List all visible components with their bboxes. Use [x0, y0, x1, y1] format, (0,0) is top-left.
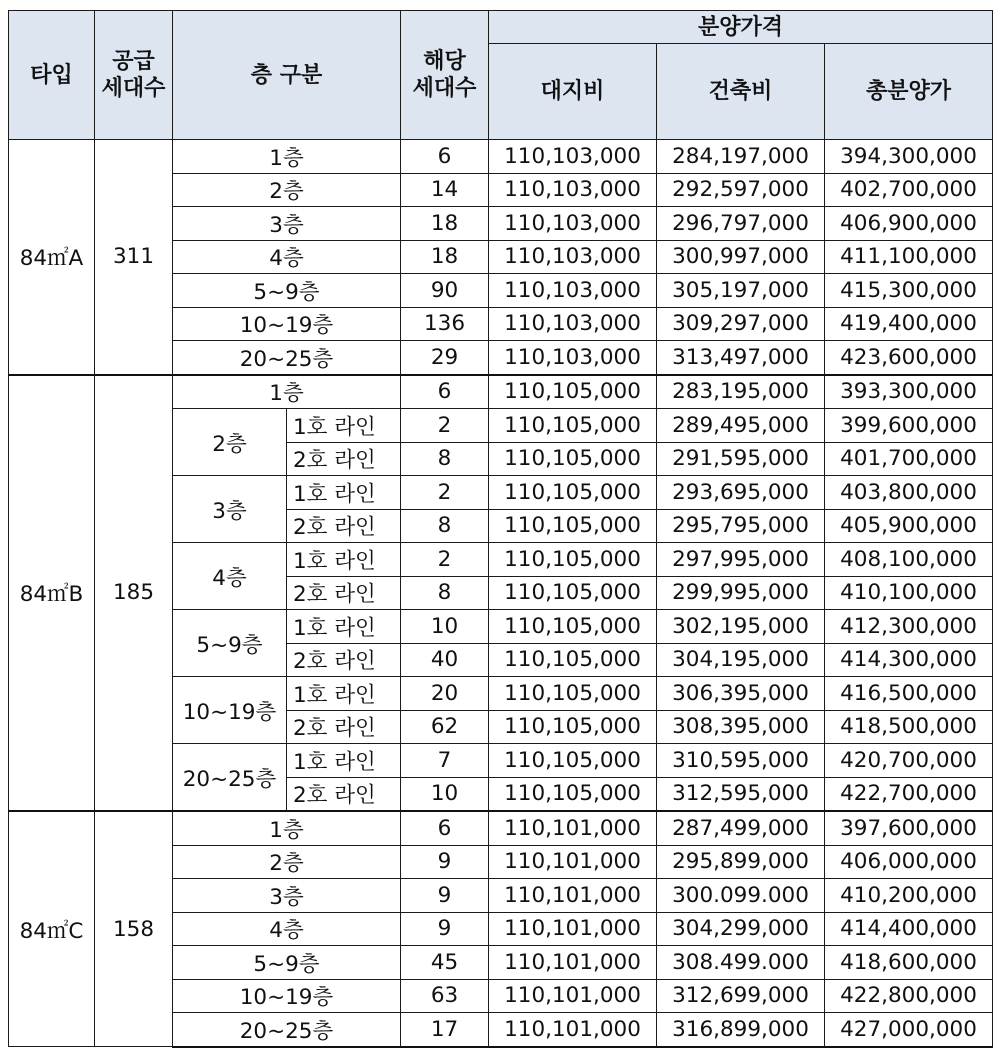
units-cell: 20 [401, 677, 489, 711]
land-cost-cell: 110,101,000 [489, 979, 657, 1013]
land-cost-cell: 110,103,000 [489, 173, 657, 207]
build-cost-cell: 283,195,000 [657, 375, 825, 409]
land-cost-cell: 110,105,000 [489, 610, 657, 644]
line-cell: 2호 라인 [287, 643, 401, 677]
line-cell: 2호 라인 [287, 509, 401, 543]
units-cell: 6 [401, 811, 489, 845]
floor-cell: 20~25층 [173, 341, 401, 375]
header-land-cost: 대지비 [489, 44, 657, 140]
table-header [9, 11, 993, 140]
total-price-cell: 414,300,000 [825, 643, 993, 677]
build-cost-cell: 299,995,000 [657, 576, 825, 610]
units-cell: 90 [401, 274, 489, 308]
build-cost-cell: 312,595,000 [657, 777, 825, 811]
total-price-cell: 394,300,000 [825, 140, 993, 174]
floor-cell: 5~9층 [173, 274, 401, 308]
price-table [8, 10, 993, 1048]
units-cell: 2 [401, 543, 489, 577]
build-cost-cell: 291,595,000 [657, 442, 825, 476]
line-cell: 2호 라인 [287, 576, 401, 610]
units-cell: 9 [401, 912, 489, 946]
supply-units-cell: 158 [95, 811, 173, 1047]
units-cell: 8 [401, 442, 489, 476]
build-cost-cell: 292,597,000 [657, 173, 825, 207]
land-cost-cell: 110,105,000 [489, 476, 657, 510]
total-price-cell: 423,600,000 [825, 341, 993, 375]
floor-cell: 3층 [173, 207, 401, 241]
build-cost-cell: 287,499,000 [657, 811, 825, 845]
total-price-cell: 410,100,000 [825, 576, 993, 610]
build-cost-cell: 300,997,000 [657, 240, 825, 274]
total-price-cell: 420,700,000 [825, 744, 993, 778]
units-cell: 14 [401, 173, 489, 207]
floor-cell: 2층 [173, 409, 287, 476]
land-cost-cell: 110,105,000 [489, 375, 657, 409]
total-price-cell: 402,700,000 [825, 173, 993, 207]
header-type: 타입 [9, 11, 95, 140]
units-cell: 2 [401, 476, 489, 510]
units-cell: 40 [401, 643, 489, 677]
build-cost-cell: 295,795,000 [657, 509, 825, 543]
build-cost-cell: 297,995,000 [657, 543, 825, 577]
units-cell: 6 [401, 375, 489, 409]
units-cell: 8 [401, 576, 489, 610]
build-cost-cell: 312,699,000 [657, 979, 825, 1013]
floor-cell: 20~25층 [173, 1013, 401, 1047]
land-cost-cell: 110,105,000 [489, 643, 657, 677]
land-cost-cell: 110,105,000 [489, 442, 657, 476]
floor-cell: 10~19층 [173, 677, 287, 744]
total-price-cell: 410,200,000 [825, 879, 993, 913]
build-cost-cell: 295,899,000 [657, 845, 825, 879]
units-cell: 18 [401, 240, 489, 274]
land-cost-cell: 110,101,000 [489, 811, 657, 845]
floor-cell: 5~9층 [173, 946, 401, 980]
header-build-cost: 건축비 [657, 44, 825, 140]
build-cost-cell: 300.099.000 [657, 879, 825, 913]
units-cell: 62 [401, 710, 489, 744]
build-cost-cell: 313,497,000 [657, 341, 825, 375]
total-price-cell: 399,600,000 [825, 409, 993, 443]
land-cost-cell: 110,105,000 [489, 677, 657, 711]
build-cost-cell: 309,297,000 [657, 307, 825, 341]
build-cost-cell: 293,695,000 [657, 476, 825, 510]
line-cell: 1호 라인 [287, 476, 401, 510]
type-cell: 84㎡A [9, 140, 95, 375]
land-cost-cell: 110,105,000 [489, 710, 657, 744]
table-row [9, 140, 993, 174]
units-cell: 18 [401, 207, 489, 241]
land-cost-cell: 110,101,000 [489, 845, 657, 879]
units-cell: 9 [401, 879, 489, 913]
total-price-cell: 412,300,000 [825, 610, 993, 644]
build-cost-cell: 302,195,000 [657, 610, 825, 644]
floor-cell: 20~25층 [173, 744, 287, 812]
supply-units-cell: 311 [95, 140, 173, 375]
units-cell: 45 [401, 946, 489, 980]
line-cell: 1호 라인 [287, 543, 401, 577]
land-cost-cell: 110,105,000 [489, 543, 657, 577]
total-price-cell: 406,000,000 [825, 845, 993, 879]
build-cost-cell: 316,899,000 [657, 1013, 825, 1047]
floor-cell: 1층 [173, 375, 401, 409]
total-price-cell: 415,300,000 [825, 274, 993, 308]
line-cell: 1호 라인 [287, 409, 401, 443]
units-cell: 17 [401, 1013, 489, 1047]
floor-cell: 2층 [173, 845, 401, 879]
line-cell: 2호 라인 [287, 777, 401, 811]
land-cost-cell: 110,105,000 [489, 509, 657, 543]
build-cost-cell: 296,797,000 [657, 207, 825, 241]
total-price-cell: 416,500,000 [825, 677, 993, 711]
line-cell: 2호 라인 [287, 710, 401, 744]
units-cell: 9 [401, 845, 489, 879]
total-price-cell: 401,700,000 [825, 442, 993, 476]
build-cost-cell: 310,595,000 [657, 744, 825, 778]
header-price-group: 분양가격 [489, 11, 993, 44]
floor-cell: 4층 [173, 912, 401, 946]
floor-cell: 4층 [173, 543, 287, 610]
type-cell: 84㎡B [9, 375, 95, 812]
units-cell: 63 [401, 979, 489, 1013]
total-price-cell: 397,600,000 [825, 811, 993, 845]
build-cost-cell: 304,299,000 [657, 912, 825, 946]
land-cost-cell: 110,103,000 [489, 274, 657, 308]
header-supply-units: 공급 세대수 [95, 11, 173, 140]
units-cell: 10 [401, 610, 489, 644]
line-cell: 1호 라인 [287, 744, 401, 778]
build-cost-cell: 289,495,000 [657, 409, 825, 443]
total-price-cell: 408,100,000 [825, 543, 993, 577]
total-price-cell: 418,500,000 [825, 710, 993, 744]
total-price-cell: 405,900,000 [825, 509, 993, 543]
land-cost-cell: 110,103,000 [489, 240, 657, 274]
table-body [9, 140, 993, 1047]
build-cost-cell: 308,395,000 [657, 710, 825, 744]
floor-cell: 4층 [173, 240, 401, 274]
units-cell: 29 [401, 341, 489, 375]
build-cost-cell: 284,197,000 [657, 140, 825, 174]
land-cost-cell: 110,105,000 [489, 744, 657, 778]
build-cost-cell: 306,395,000 [657, 677, 825, 711]
land-cost-cell: 110,103,000 [489, 207, 657, 241]
build-cost-cell: 308.499.000 [657, 946, 825, 980]
total-price-cell: 419,400,000 [825, 307, 993, 341]
land-cost-cell: 110,101,000 [489, 912, 657, 946]
land-cost-cell: 110,105,000 [489, 409, 657, 443]
floor-cell: 1층 [173, 140, 401, 174]
total-price-cell: 393,300,000 [825, 375, 993, 409]
line-cell: 1호 라인 [287, 610, 401, 644]
units-cell: 8 [401, 509, 489, 543]
type-cell: 84㎡C [9, 811, 95, 1047]
header-total-price: 총분양가 [825, 44, 993, 140]
total-price-cell: 406,900,000 [825, 207, 993, 241]
floor-cell: 2층 [173, 173, 401, 207]
total-price-cell: 422,800,000 [825, 979, 993, 1013]
units-cell: 136 [401, 307, 489, 341]
land-cost-cell: 110,103,000 [489, 341, 657, 375]
table-row [9, 375, 993, 409]
supply-units-cell: 185 [95, 375, 173, 812]
land-cost-cell: 110,103,000 [489, 140, 657, 174]
total-price-cell: 414,400,000 [825, 912, 993, 946]
units-cell: 6 [401, 140, 489, 174]
units-cell: 2 [401, 409, 489, 443]
line-cell: 2호 라인 [287, 442, 401, 476]
header-applicable-units: 해당 세대수 [401, 11, 489, 140]
land-cost-cell: 110,103,000 [489, 307, 657, 341]
total-price-cell: 427,000,000 [825, 1013, 993, 1047]
land-cost-cell: 110,105,000 [489, 777, 657, 811]
floor-cell: 3층 [173, 476, 287, 543]
floor-cell: 10~19층 [173, 979, 401, 1013]
build-cost-cell: 305,197,000 [657, 274, 825, 308]
units-cell: 7 [401, 744, 489, 778]
header-floor: 층 구분 [173, 11, 401, 140]
units-cell: 10 [401, 777, 489, 811]
floor-cell: 10~19층 [173, 307, 401, 341]
land-cost-cell: 110,101,000 [489, 879, 657, 913]
land-cost-cell: 110,101,000 [489, 946, 657, 980]
floor-cell: 3층 [173, 879, 401, 913]
build-cost-cell: 304,195,000 [657, 643, 825, 677]
total-price-cell: 411,100,000 [825, 240, 993, 274]
floor-cell: 5~9층 [173, 610, 287, 677]
total-price-cell: 422,700,000 [825, 777, 993, 811]
land-cost-cell: 110,101,000 [489, 1013, 657, 1047]
land-cost-cell: 110,105,000 [489, 576, 657, 610]
total-price-cell: 418,600,000 [825, 946, 993, 980]
table-row [9, 811, 993, 845]
total-price-cell: 403,800,000 [825, 476, 993, 510]
line-cell: 1호 라인 [287, 677, 401, 711]
floor-cell: 1층 [173, 811, 401, 845]
